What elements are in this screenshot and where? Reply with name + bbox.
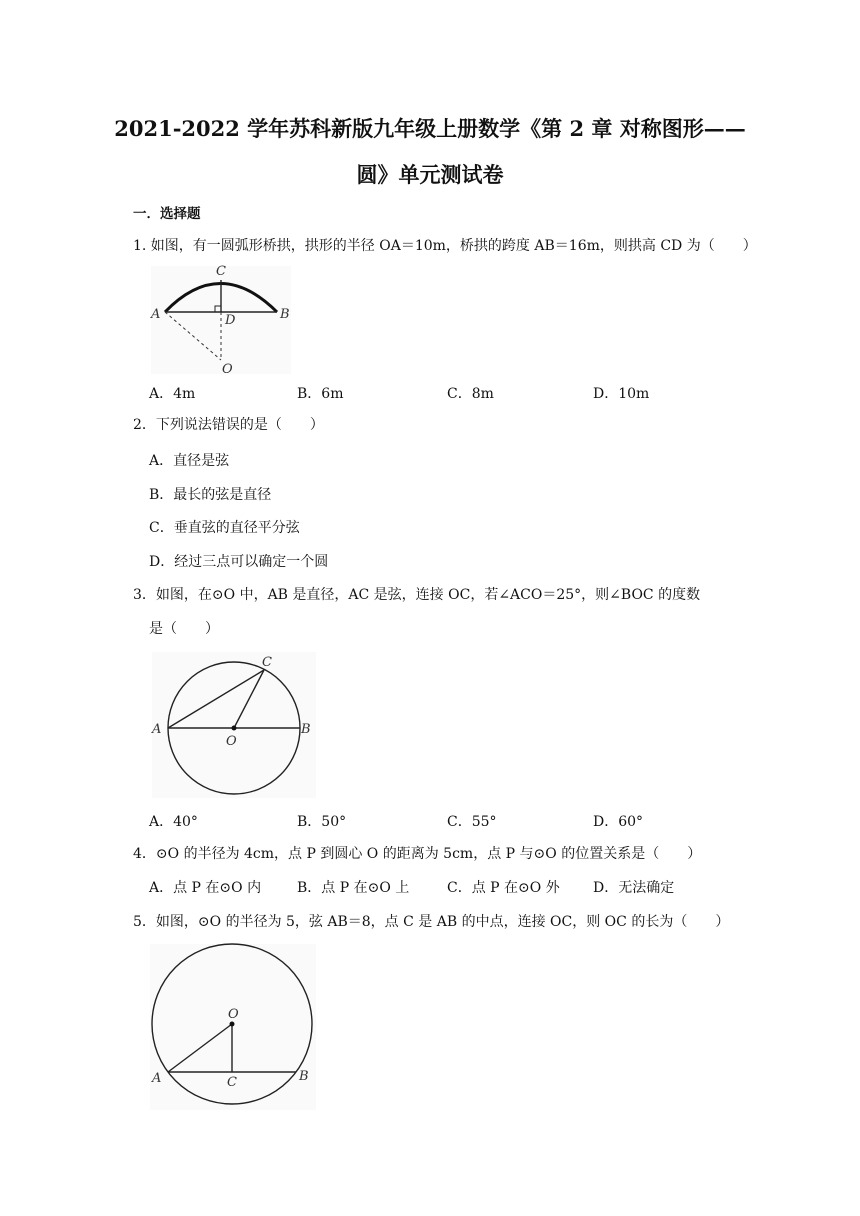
question-3-text-line1: 3．如图，在⊙O 中，AB 是直径，AC 是弦，连接 OC，若∠ACO＝25°，则∠BOC 的度数 (133, 587, 701, 603)
q1-label-o: O (222, 362, 233, 375)
q1-option-c: C．8m (447, 386, 494, 402)
q1-label-a: A (151, 307, 161, 322)
question-3-text-line2: 是（ ） (149, 621, 219, 637)
q5-label-c: C (227, 1075, 237, 1090)
q1-label-d: D (225, 313, 236, 328)
q3-label-c: C (262, 655, 272, 670)
document-title-line1: 2021-2022 学年苏科新版九年级上册数学《第 2 章 对称图形—— (114, 116, 746, 141)
q2-option-a: A．直径是弦 (149, 453, 230, 469)
q1-option-a: A．4m (149, 386, 196, 402)
q3-option-b: B．50° (297, 814, 347, 830)
q5-label-b: B (299, 1069, 309, 1084)
q1-label-c: C (216, 264, 226, 279)
q1-label-b: B (280, 307, 290, 322)
q3-label-o: O (226, 734, 237, 749)
question-3-figure (148, 650, 318, 800)
q1-option-d: D．10m (593, 386, 650, 402)
q2-option-b: B．最长的弦是直径 (149, 487, 272, 503)
question-1-text: 1. 如图，有一圆弧形桥拱，拱形的半径 OA＝10m，桥拱的跨度 AB＝16m，则拱高 CD 为（ ） (133, 238, 757, 254)
q4-option-c: C．点 P 在⊙O 外 (447, 880, 560, 896)
q5-label-a: A (152, 1071, 162, 1086)
question-5-figure (146, 940, 316, 1110)
q2-option-c: C．垂直弦的直径平分弦 (149, 520, 300, 536)
question-5-text: 5．如图，⊙O 的半径为 5，弦 AB＝8，点 C 是 AB 的中点，连接 OC，则 OC 的长为（ ） (133, 914, 730, 930)
section-heading: 一．选择题 (133, 206, 201, 222)
q1-option-b: B．6m (297, 386, 344, 402)
q5-label-o: O (228, 1007, 239, 1022)
q3-label-b: B (301, 722, 311, 737)
document-title-line2: 圆》单元测试卷 (356, 162, 504, 187)
question-4-text: 4．⊙O 的半径为 4cm，点 P 到圆心 O 的距离为 5cm，点 P 与⊙O 的位置关系是（ ） (133, 846, 702, 862)
q3-option-a: A．40° (149, 814, 198, 830)
question-2-text: 2．下列说法错误的是（ ） (133, 417, 324, 433)
question-1-figure (145, 260, 295, 375)
q2-option-d: D．经过三点可以确定一个圆 (149, 554, 329, 570)
q3-option-c: C．55° (447, 814, 497, 830)
q3-option-d: D．60° (593, 814, 644, 830)
q4-option-a: A．点 P 在⊙O 内 (149, 880, 262, 896)
q3-label-a: A (152, 722, 162, 737)
q4-option-d: D．无法确定 (593, 880, 675, 896)
q4-option-b: B．点 P 在⊙O 上 (297, 880, 410, 896)
